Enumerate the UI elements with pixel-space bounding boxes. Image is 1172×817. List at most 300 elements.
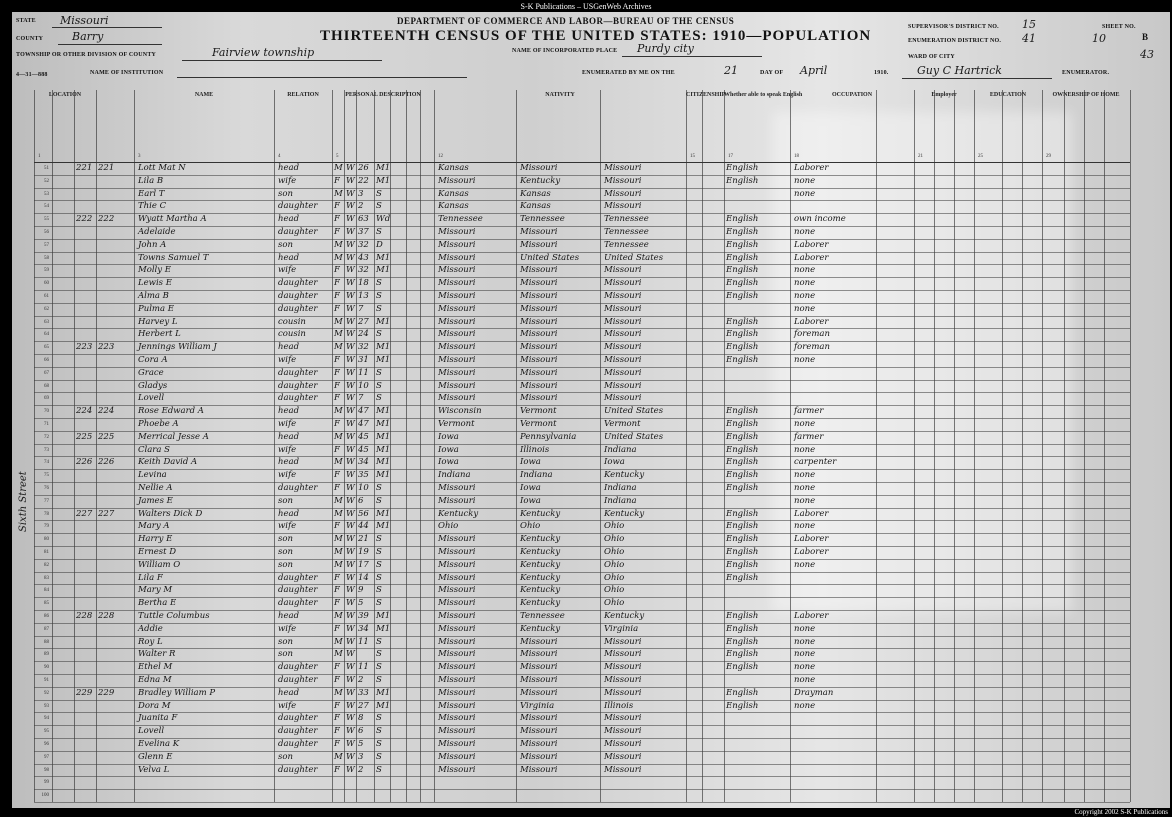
column-line <box>134 90 135 802</box>
cell-pob: Missouri <box>438 700 476 711</box>
cell-age: 3 <box>358 751 364 762</box>
cell-relation: wife <box>278 444 297 455</box>
cell-relation: daughter <box>278 291 318 301</box>
cell-pob-father: Kentucky <box>520 175 561 186</box>
cell-sex: F <box>334 175 340 186</box>
cell-race: W <box>346 751 355 762</box>
cell-name: Towns Samuel T <box>138 252 209 263</box>
cell-marital: M1 <box>376 623 391 634</box>
cell-sex: F <box>334 572 340 583</box>
column-line <box>406 90 407 802</box>
cell-pob-father: Kansas <box>520 201 551 212</box>
cell-pob: Kentucky <box>438 508 479 519</box>
cell-pob-mother: Missouri <box>604 726 642 737</box>
cell-pob-father: Missouri <box>520 687 558 698</box>
cell-trade: none <box>794 175 816 186</box>
column-line <box>724 90 725 802</box>
row-line <box>34 725 1130 726</box>
cell-relation: daughter <box>278 572 318 583</box>
cell-language: English <box>726 662 759 673</box>
cell-pob: Missouri <box>438 303 476 314</box>
cell-pob-father: Iowa <box>520 483 541 493</box>
cell-pob-mother: Ohio <box>604 534 625 545</box>
cell-pob: Missouri <box>438 534 476 545</box>
cell-trade: none <box>794 419 816 429</box>
cell-age: 26 <box>358 163 369 173</box>
cell-language: English <box>726 521 759 532</box>
cell-race: W <box>346 393 355 404</box>
cell-age: 34 <box>358 623 369 634</box>
cell-relation: wife <box>278 419 297 429</box>
cell-age: 6 <box>358 495 364 506</box>
cell-relation: son <box>278 751 293 762</box>
cell-language: English <box>726 214 759 225</box>
cell-name: Nellie A <box>138 483 173 493</box>
cell-sex: F <box>334 764 340 775</box>
cell-name: Bertha E <box>138 598 177 609</box>
cell-race: W <box>346 329 355 340</box>
cell-line: 61 <box>44 294 49 299</box>
column-number: 18 <box>794 154 799 159</box>
column-number: 25 <box>978 154 983 159</box>
column-number: 17 <box>728 154 733 159</box>
cell-trade: Drayman <box>794 687 834 698</box>
cell-line: 53 <box>44 191 49 197</box>
cell-pob: Missouri <box>438 316 476 327</box>
cell-pob-mother: Missouri <box>604 764 642 775</box>
cell-race: W <box>346 419 355 429</box>
cell-age: 27 <box>358 316 369 327</box>
row-line <box>34 597 1130 598</box>
cell-marital: S <box>376 585 382 596</box>
column-number: 3 <box>138 154 141 159</box>
cell-race: W <box>346 572 355 583</box>
cell-line: 98 <box>44 767 49 773</box>
cell-pob-mother: United States <box>604 431 664 442</box>
cell-line: 69 <box>44 396 49 402</box>
cell-marital: S <box>376 329 382 340</box>
cell-name: Harry E <box>138 534 173 545</box>
cell-language: English <box>726 329 759 340</box>
column-line <box>876 90 877 802</box>
cell-trade: none <box>794 188 816 199</box>
cell-family: 225 <box>98 431 115 442</box>
cell-age: 35 <box>358 470 369 481</box>
row-line <box>34 572 1130 573</box>
cell-trade: none <box>794 623 816 634</box>
cell-relation: daughter <box>278 585 318 596</box>
cell-pob-father: Kentucky <box>520 623 561 634</box>
enum-district-label: ENUMERATION DISTRICT NO. <box>908 38 1002 44</box>
cell-name: Lovell <box>138 393 165 404</box>
cell-pob: Missouri <box>438 291 476 301</box>
cell-dwelling: 222 <box>76 214 93 225</box>
cell-pob-father: Missouri <box>520 316 558 327</box>
cell-marital: D <box>376 239 383 250</box>
cell-dwelling: 224 <box>76 406 93 417</box>
cell-marital: M1 <box>376 355 391 365</box>
row-line <box>34 661 1130 662</box>
cell-sex: F <box>334 265 340 276</box>
cell-sex: M <box>334 431 343 442</box>
cell-pob-mother: Ohio <box>604 585 625 596</box>
county-label: COUNTY <box>16 36 44 42</box>
cell-trade: none <box>794 303 816 314</box>
row-line <box>34 546 1130 547</box>
cell-pob-father: Missouri <box>520 739 558 749</box>
cell-pob: Missouri <box>438 739 476 749</box>
cell-pob-mother: United States <box>604 406 664 417</box>
cell-language: English <box>726 342 759 353</box>
institution-underline <box>177 77 467 78</box>
cell-name: Tuttle Columbus <box>138 611 210 621</box>
column-line <box>34 90 35 802</box>
cell-race: W <box>346 495 355 506</box>
cell-line: 75 <box>44 473 49 479</box>
cell-line: 81 <box>44 550 49 555</box>
cell-sex: F <box>334 291 340 301</box>
cell-age: 24 <box>358 329 369 340</box>
cell-pob: Missouri <box>438 687 476 698</box>
cell-name: Roy L <box>138 636 163 647</box>
county-value: Barry <box>72 30 104 43</box>
cell-trade: none <box>794 495 816 506</box>
cell-race: W <box>346 470 355 481</box>
cell-age: 22 <box>358 175 369 186</box>
column-line <box>332 90 333 802</box>
cell-pob-father: Missouri <box>520 163 558 173</box>
row-line <box>34 636 1130 637</box>
cell-race: W <box>346 764 355 775</box>
cell-name: Pulma E <box>138 303 174 314</box>
cell-name: Lila B <box>138 175 164 186</box>
cell-age: 9 <box>358 585 364 596</box>
cell-race: W <box>346 303 355 314</box>
row-line <box>34 712 1130 713</box>
cell-language: English <box>726 278 759 289</box>
cell-relation: daughter <box>278 380 318 391</box>
cell-relation: daughter <box>278 483 318 493</box>
cell-relation: head <box>278 687 300 698</box>
cell-name: Gladys <box>138 380 168 391</box>
cell-pob-mother: Ohio <box>604 559 625 570</box>
cell-pob-father: Tennessee <box>520 611 565 621</box>
cell-age: 6 <box>358 726 364 737</box>
row-line <box>34 559 1130 560</box>
column-line <box>702 90 703 802</box>
cell-age: 32 <box>358 265 369 276</box>
cell-marital: M1 <box>376 457 391 468</box>
cell-line: 52 <box>44 178 49 184</box>
cell-pob-father: Missouri <box>520 342 558 353</box>
row-line <box>34 533 1130 534</box>
cell-race: W <box>346 726 355 737</box>
cell-trade: none <box>794 470 816 481</box>
cell-age: 18 <box>358 278 369 289</box>
cell-language: English <box>726 355 759 365</box>
cell-language: English <box>726 431 759 442</box>
cell-race: W <box>346 598 355 609</box>
cell-race: W <box>346 508 355 519</box>
cell-line: 100 <box>41 793 49 799</box>
column-line <box>374 90 375 802</box>
cell-race: W <box>346 521 355 532</box>
cell-pob: Missouri <box>438 598 476 609</box>
cell-relation: daughter <box>278 367 318 378</box>
cell-pob-mother: Illinois <box>604 700 634 711</box>
stamp-number: 43 <box>1140 48 1154 61</box>
cell-sex: F <box>334 700 340 711</box>
cell-line: 72 <box>44 434 49 440</box>
cell-pob: Missouri <box>438 367 476 378</box>
cell-language: English <box>726 534 759 545</box>
cell-race: W <box>346 175 355 186</box>
publisher-banner: S-K Publications – USGenWeb Archives <box>520 2 652 11</box>
column-number: 4 <box>278 154 281 159</box>
cell-name: Molly E <box>138 265 171 276</box>
cell-pob-mother: Vermont <box>604 419 641 429</box>
cell-sex: F <box>334 739 340 749</box>
cell-marital: M1 <box>376 508 391 519</box>
cell-name: John A <box>138 239 167 250</box>
row-line <box>34 802 1130 803</box>
cell-pob-father: Missouri <box>520 662 558 673</box>
cell-pob: Iowa <box>438 444 459 455</box>
cell-pob-mother: Missouri <box>604 687 642 698</box>
cell-language: English <box>726 559 759 570</box>
cell-family: 227 <box>98 508 115 519</box>
row-line <box>34 456 1130 457</box>
cell-pob-father: Missouri <box>520 227 558 237</box>
row-line <box>34 674 1130 675</box>
township-label: TOWNSHIP OR OTHER DIVISION OF COUNTY <box>16 52 157 58</box>
column-line <box>600 90 601 802</box>
cell-language: English <box>726 316 759 327</box>
cell-name: Jennings William J <box>138 342 217 353</box>
cell-pob-father: Missouri <box>520 278 558 289</box>
cell-pob-father: Missouri <box>520 713 558 724</box>
cell-age: 34 <box>358 457 369 468</box>
cell-race: W <box>346 534 355 545</box>
row-line <box>34 776 1130 777</box>
cell-age: 10 <box>358 483 369 493</box>
cell-language: English <box>726 483 759 493</box>
enumerated-label: ENUMERATED BY ME ON THE <box>582 70 675 76</box>
cell-age: 32 <box>358 342 369 353</box>
cell-pob: Kansas <box>438 201 469 212</box>
column-line <box>1002 90 1003 802</box>
cell-age: 5 <box>358 739 364 749</box>
cell-sex: F <box>334 713 340 724</box>
cell-pob: Missouri <box>438 495 476 506</box>
cell-pob-mother: Missouri <box>604 739 642 749</box>
cell-name: Lewis E <box>138 278 172 289</box>
cell-pob: Missouri <box>438 649 476 660</box>
cell-name: Walter R <box>138 649 176 660</box>
cell-trade: none <box>794 675 816 685</box>
cell-pob-mother: Missouri <box>604 329 642 340</box>
cell-pob: Missouri <box>438 227 476 237</box>
cell-marital: S <box>376 380 382 391</box>
cell-pob-father: United States <box>520 252 580 263</box>
cell-marital: M1 <box>376 265 391 276</box>
cell-pob-father: Kentucky <box>520 508 561 519</box>
cell-name: Velva L <box>138 764 170 775</box>
cell-pob-father: Missouri <box>520 355 558 365</box>
cell-race: W <box>346 265 355 276</box>
row-line <box>34 751 1130 752</box>
cell-marital: M1 <box>376 431 391 442</box>
cell-sex: M <box>334 239 343 250</box>
cell-trade: carpenter <box>794 457 837 468</box>
cell-pob-father: Illinois <box>520 444 550 455</box>
cell-line: 96 <box>44 742 49 747</box>
cell-pob-mother: Missouri <box>604 188 642 199</box>
cell-language: English <box>726 163 759 173</box>
cell-relation: daughter <box>278 726 318 737</box>
cell-language: English <box>726 508 759 519</box>
cell-relation: daughter <box>278 675 318 685</box>
row-line <box>34 392 1130 393</box>
cell-pob-mother: Virginia <box>604 623 639 634</box>
cell-pob: Missouri <box>438 675 476 685</box>
cell-marital: M1 <box>376 316 391 327</box>
cell-marital: S <box>376 291 382 301</box>
cell-relation: head <box>278 431 300 442</box>
cell-pob-mother: Missouri <box>604 303 642 314</box>
cell-relation: daughter <box>278 662 318 673</box>
cell-line: 92 <box>44 690 49 696</box>
cell-trade: none <box>794 227 816 237</box>
cell-age: 7 <box>358 303 364 314</box>
cell-pob-father: Tennessee <box>520 214 565 225</box>
cell-relation: wife <box>278 623 297 634</box>
cell-pob: Missouri <box>438 483 476 493</box>
cell-trade: Laborer <box>794 534 829 545</box>
cell-name: Lila F <box>138 572 163 583</box>
cell-sex: M <box>334 649 343 660</box>
cell-language: English <box>726 636 759 647</box>
incorporated-underline <box>622 56 762 57</box>
cell-line: 91 <box>44 678 49 683</box>
cell-sex: F <box>334 278 340 289</box>
cell-pob: Missouri <box>438 713 476 724</box>
cell-pob: Missouri <box>438 342 476 353</box>
column-line <box>954 90 955 802</box>
column-line <box>1022 90 1023 802</box>
cell-marital: S <box>376 764 382 775</box>
cell-sex: M <box>334 252 343 263</box>
cell-pob-mother: Ohio <box>604 547 625 557</box>
cell-pob: Missouri <box>438 751 476 762</box>
cell-name: Lovell <box>138 726 165 737</box>
cell-name: Keith David A <box>138 457 198 468</box>
cell-name: Thie C <box>138 201 167 212</box>
cell-pob-father: Missouri <box>520 367 558 378</box>
cell-pob: Iowa <box>438 457 459 468</box>
cell-pob: Missouri <box>438 355 476 365</box>
cell-race: W <box>346 739 355 749</box>
cell-line: 57 <box>44 242 49 248</box>
cell-pob-father: Indiana <box>520 470 553 481</box>
cell-sex: M <box>334 636 343 647</box>
cell-relation: son <box>278 636 293 647</box>
census-title: THIRTEENTH CENSUS OF THE UNITED STATES: 1910—POPULATION <box>320 28 872 44</box>
cell-pob-father: Kentucky <box>520 572 561 583</box>
cell-pob-mother: Missouri <box>604 316 642 327</box>
cell-family: 228 <box>98 611 115 621</box>
cell-relation: cousin <box>278 329 306 340</box>
cell-line: 51 <box>44 166 49 171</box>
column-line <box>96 90 97 802</box>
cell-race: W <box>346 636 355 647</box>
cell-relation: daughter <box>278 598 318 609</box>
cell-trade: none <box>794 662 816 673</box>
cell-sex: F <box>334 303 340 314</box>
cell-marital: M1 <box>376 444 391 455</box>
cell-language: English <box>726 572 759 583</box>
cell-trade: none <box>794 265 816 276</box>
cell-pob-father: Missouri <box>520 393 558 404</box>
cell-sex: M <box>334 559 343 570</box>
cell-age: 63 <box>358 214 369 225</box>
cell-race: W <box>346 355 355 365</box>
cell-name: Grace <box>138 367 164 378</box>
column-line <box>420 90 421 802</box>
sheet-value: 10 <box>1092 32 1106 45</box>
cell-pob: Missouri <box>438 611 476 621</box>
cell-race: W <box>346 713 355 724</box>
cell-language: English <box>726 700 759 711</box>
cell-pob-mother: Missouri <box>604 201 642 212</box>
cell-race: W <box>346 278 355 289</box>
row-line <box>34 328 1130 329</box>
cell-trade: farmer <box>794 406 824 417</box>
cell-trade: foreman <box>794 342 830 353</box>
cell-sex: F <box>334 367 340 378</box>
cell-marital: M1 <box>376 700 391 711</box>
cell-age: 43 <box>358 252 369 263</box>
cell-pob-mother: Missouri <box>604 636 642 647</box>
cell-age: 32 <box>358 239 369 250</box>
cell-name: Juanita F <box>138 713 178 724</box>
cell-pob-mother: Kentucky <box>604 508 645 519</box>
margin-note: Sixth Street <box>18 471 29 532</box>
cell-pob-father: Vermont <box>520 419 557 429</box>
cell-line: 65 <box>44 345 49 351</box>
cell-sex: M <box>334 406 343 417</box>
cell-marital: S <box>376 572 382 583</box>
column-header: RELATION <box>287 92 319 98</box>
cell-pob-father: Iowa <box>520 457 541 468</box>
row-line <box>34 520 1130 521</box>
cell-name: Herbert L <box>138 329 181 340</box>
cell-race: W <box>346 700 355 711</box>
cell-line: 86 <box>44 614 49 619</box>
cell-age: 10 <box>358 380 369 391</box>
cell-trade: Laborer <box>794 316 829 327</box>
cell-relation: head <box>278 214 300 225</box>
cell-marital: M1 <box>376 252 391 263</box>
cell-sex: F <box>334 227 340 237</box>
cell-name: Ernest D <box>138 547 177 557</box>
cell-age: 44 <box>358 521 369 532</box>
cell-line: 66 <box>44 358 49 363</box>
cell-race: W <box>346 163 355 173</box>
cell-line: 64 <box>44 332 49 338</box>
cell-line: 62 <box>44 306 49 312</box>
column-line <box>914 90 915 802</box>
